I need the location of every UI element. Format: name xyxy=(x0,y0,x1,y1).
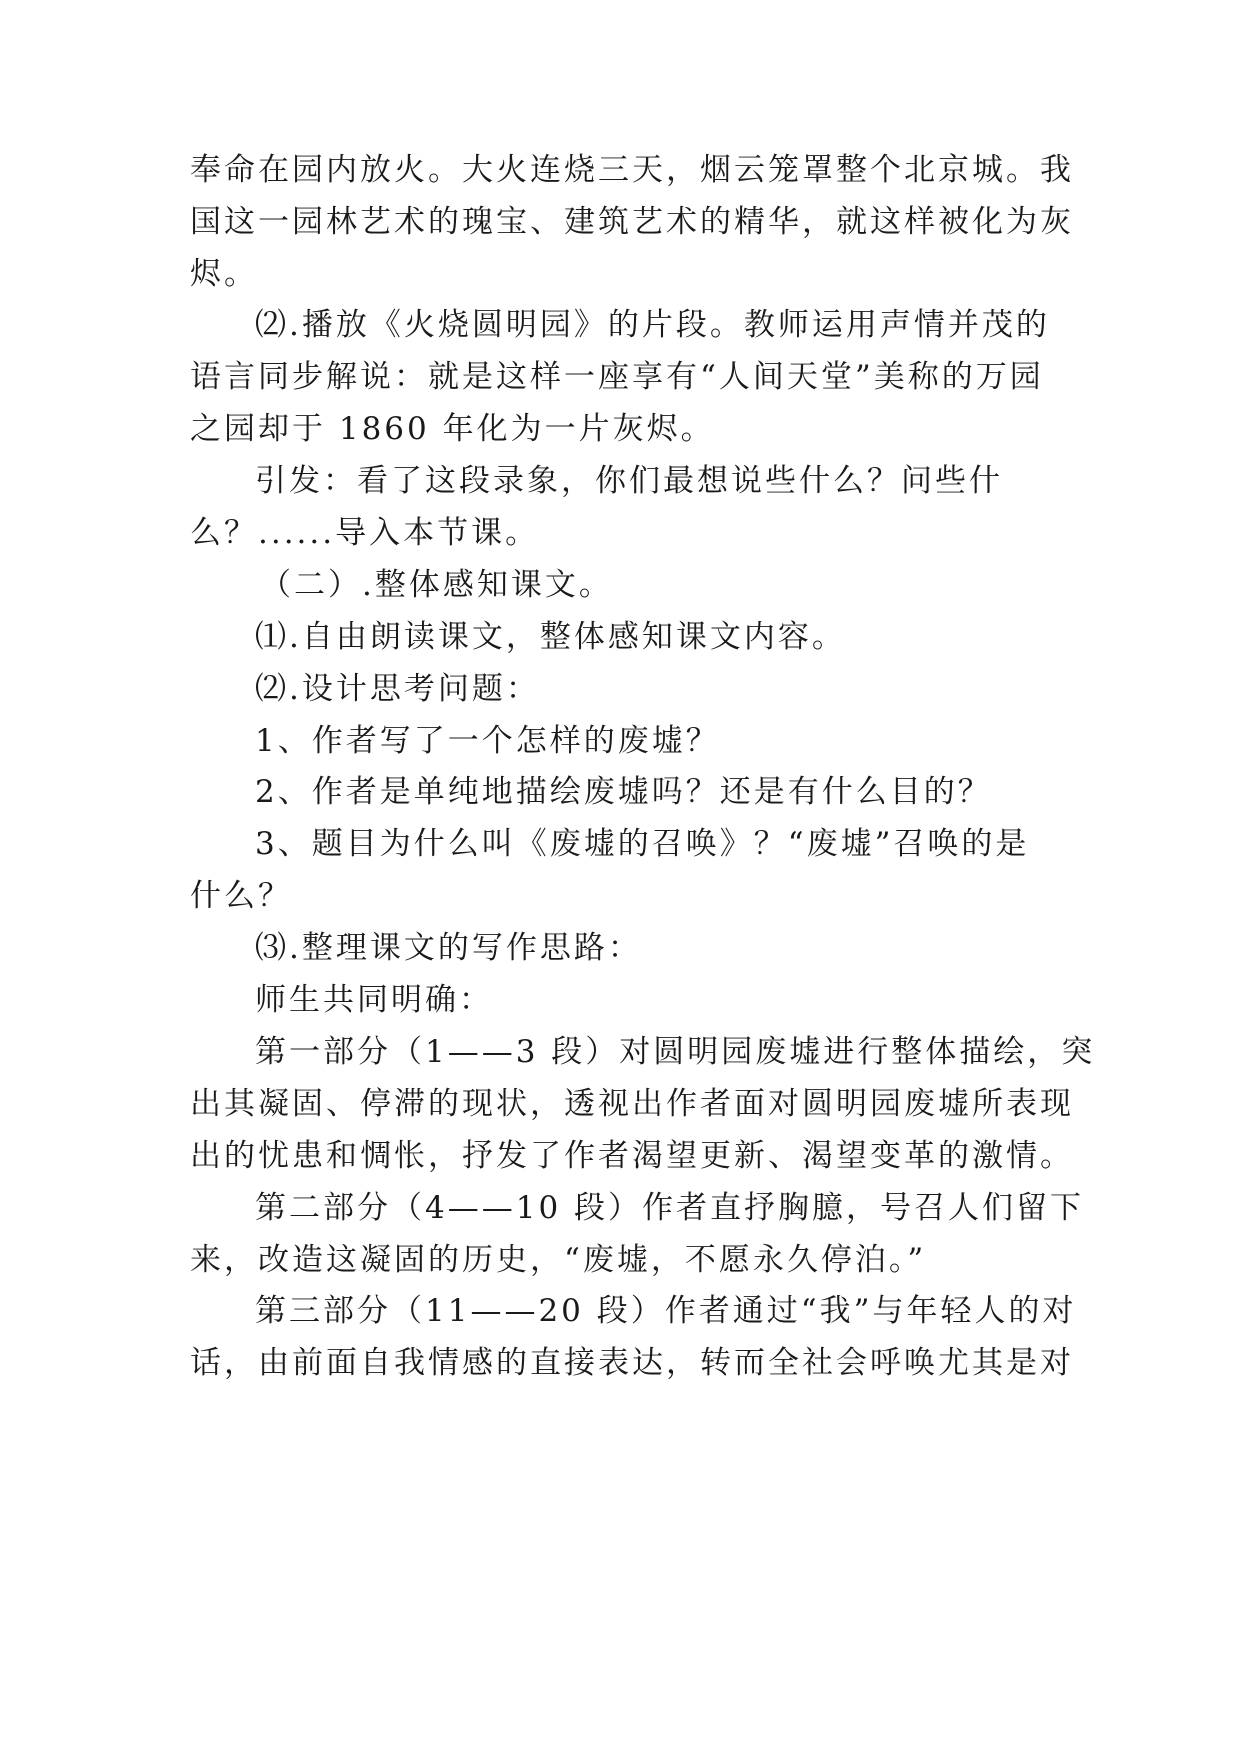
text-line: 出的忧患和惆怅，抒发了作者渴望更新、渴望变革的激情。 xyxy=(190,1138,1074,1174)
text-line: 出其凝固、停滞的现状，透视出作者面对圆明园废墟所表现 xyxy=(190,1086,1074,1122)
text-line: ⑵.播放《火烧圆明园》的片段。教师运用声情并茂的 xyxy=(255,307,1050,343)
text-line: 语言同步解说：就是这样一座享有“人间天堂”美称的万园 xyxy=(190,359,1044,395)
text-line: 1、作者写了一个怎样的废墟？ xyxy=(255,723,720,759)
text-line: 引发：看了这段录象，你们最想说些什么？问些什 xyxy=(255,463,1003,499)
text-line: 来，改造这凝固的历史，“废墟，不愿永久停泊。” xyxy=(190,1242,927,1278)
text-line: ⑴.自由朗读课文，整体感知课文内容。 xyxy=(255,619,846,655)
text-line: 第二部分（4——10 段）作者直抒胸臆，号召人们留下 xyxy=(255,1190,1085,1226)
text-line: 烬。 xyxy=(190,256,258,292)
text-line: 第一部分（1——3 段）对圆明园废墟进行整体描绘，突 xyxy=(255,1034,1096,1070)
text-line: （二）.整体感知课文。 xyxy=(260,567,613,603)
text-line: 3、题目为什么叫《废墟的召唤》？“废墟”召唤的是 xyxy=(255,826,1030,862)
text-line: 2、作者是单纯地描绘废墟吗？还是有什么目的？ xyxy=(255,774,992,810)
text-line: 什么？ xyxy=(190,878,292,914)
text-line: ⑵.设计思考问题： xyxy=(255,671,540,707)
text-line: 国这一园林艺术的瑰宝、建筑艺术的精华，就这样被化为灰 xyxy=(190,204,1074,240)
text-line: 么？......导入本节课。 xyxy=(190,515,540,551)
text-line: 第三部分（11——20 段）作者通过“我”与年轻人的对 xyxy=(255,1293,1077,1329)
text-line: 之园却于 1860 年化为一片灰烬。 xyxy=(190,411,715,447)
text-line: 话，由前面自我情感的直接表达，转而全社会呼唤尤其是对 xyxy=(190,1345,1074,1381)
text-line: ⑶.整理课文的写作思路： xyxy=(255,930,642,966)
text-line: 师生共同明确： xyxy=(255,982,493,1018)
text-line: 奉命在园内放火。大火连烧三天，烟云笼罩整个北京城。我 xyxy=(190,152,1074,188)
